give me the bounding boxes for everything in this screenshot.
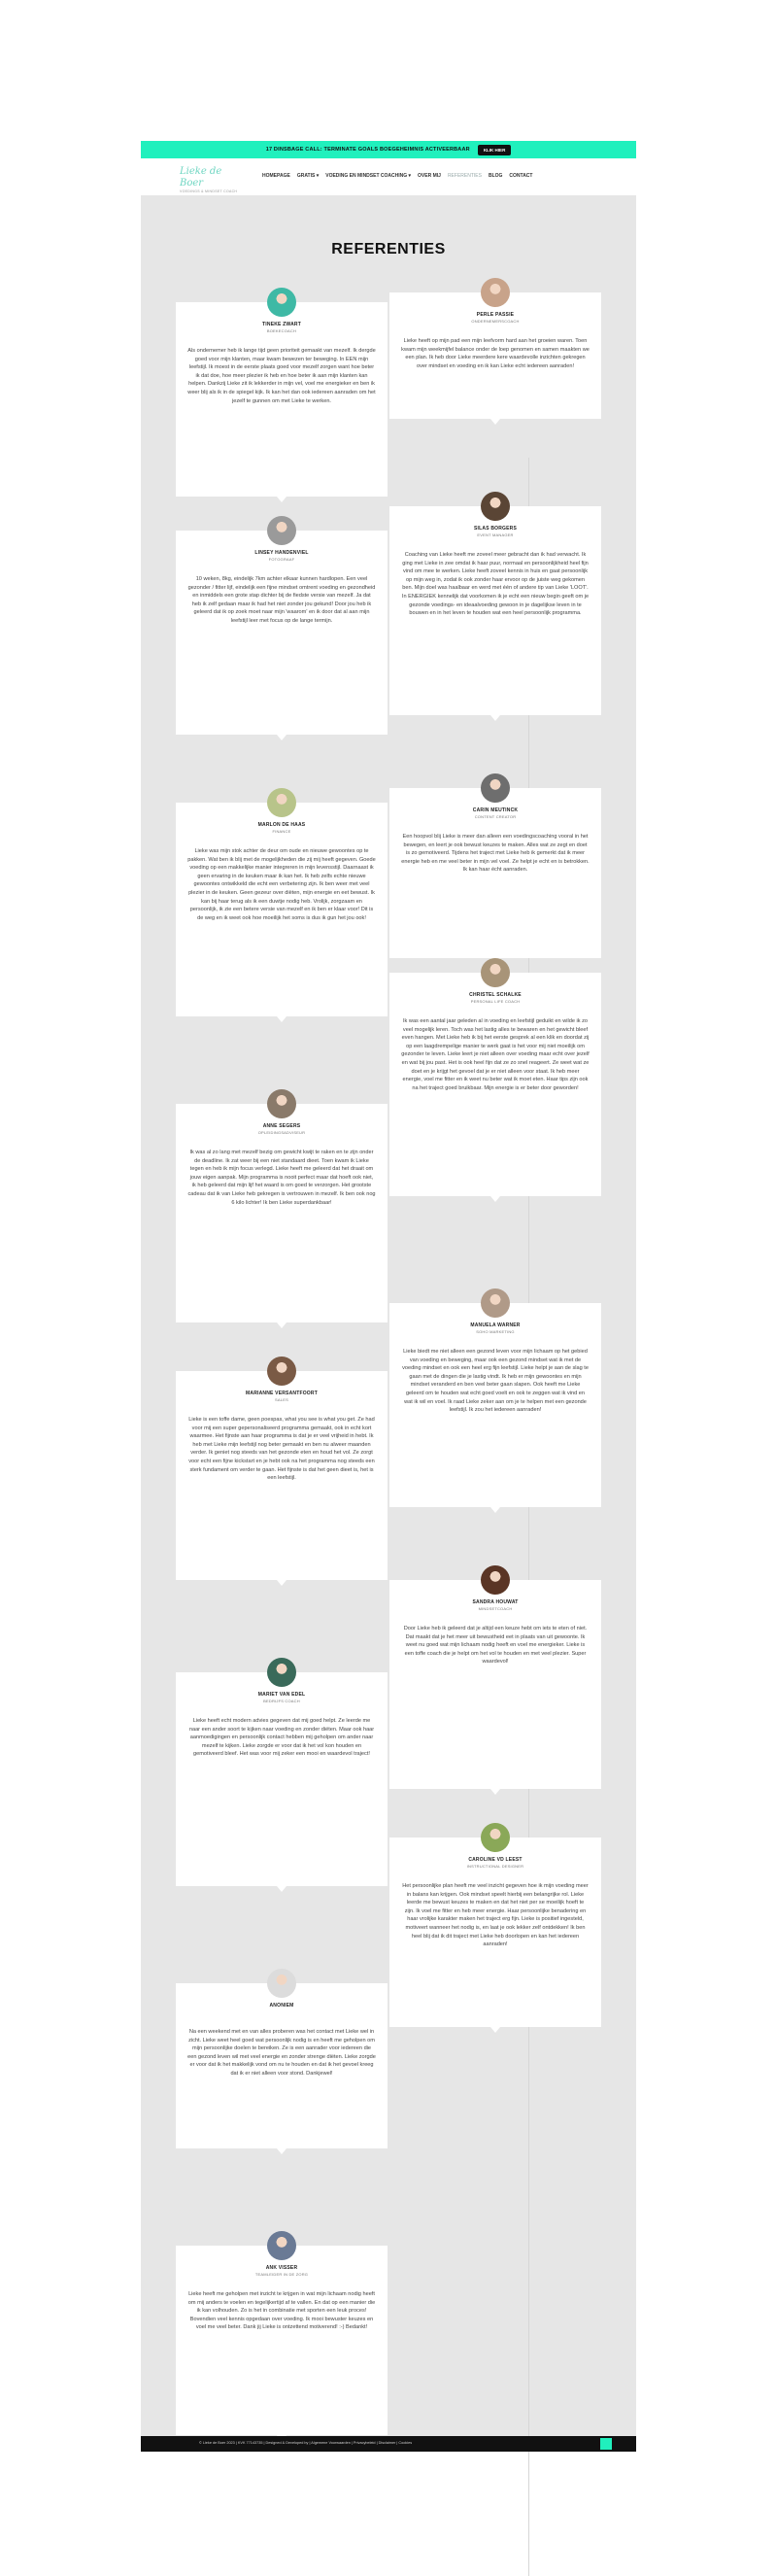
main-content — [141, 195, 636, 2436]
testimonial-card — [176, 2246, 388, 2435]
timeline-divider — [528, 458, 529, 2576]
testimonial-card — [176, 1672, 388, 1886]
nav-item-coaching[interactable]: VOEDING EN MINDSET COACHING ▾ — [325, 173, 412, 179]
testimonial-role: SALES — [275, 1397, 288, 1402]
testimonial-quote: Lieke biedt me niet alleen een gezond leven voor mijn lichaam op het gebied van voeding en beweging, maar ook een gezond mindset wat ik met de voeding mindset en ook een heel erg fijn leefstijl. Lieke helpt je aan de slag te gaan met de dingen die je lastig vindt. Ik heb er mijn gewoontes en mijn mindset veranderd en ben veel beter gaan slapen. Ook heeft me Lieke geleerd om te houden wat echt goed voelt en ook te zeggen wat ik vind en wat ik wil en voel. Ik raad Lieke zeker aan om je te helpen met een gezonde leefstijl. Ik zou het iedereen aanraden! — [402, 1349, 589, 1414]
testimonial-card — [389, 1838, 601, 2027]
site-logo[interactable] — [180, 166, 238, 193]
avatar — [267, 516, 296, 545]
testimonial-name: ANNE SEGERS — [262, 1123, 301, 1129]
avatar — [481, 278, 510, 307]
testimonial-name: PERLE PASSIE — [476, 312, 515, 318]
nav-item-blog[interactable]: BLOG — [488, 173, 503, 179]
avatar — [481, 1288, 510, 1318]
testimonial-card — [176, 1983, 388, 2148]
testimonial-card — [176, 1104, 388, 1322]
testimonial-name: MARIET VAN EDEL — [257, 1692, 306, 1698]
nav-item-over-mij[interactable]: OVER MIJ — [418, 173, 441, 179]
nav-item-gratis[interactable]: GRATIS ▾ — [296, 173, 320, 179]
banner-button[interactable]: KLIK HIER — [478, 145, 512, 155]
testimonial-name: CAROLINE VD LEEST — [468, 1857, 523, 1863]
testimonial-quote: Lieke heeft me geholpen met inzicht te krijgen in wat mijn lichaam nodig heeft om mij anders te voelen en tegelijkertijd af te vallen. En dat op een manier die ik kan volhouden. Zo is het in combinatie met sporten een leuk proces! Bovendien veel kennis opgedaan over voeding. Ik mooi bewuster keuzes en voel me veel beter. Dank jij Lieke is ontzettend motiverend! :-) Bedankt! — [187, 2291, 376, 2331]
testimonial-card — [389, 1303, 601, 1507]
avatar — [267, 1089, 296, 1118]
testimonial-card — [176, 302, 388, 497]
testimonial-role: PERSONAL LIFE COACH — [470, 999, 521, 1004]
nav-item-homepage[interactable]: HOMEPAGE — [262, 173, 290, 179]
logo-script: Lieke de Boer — [180, 166, 222, 189]
avatar — [267, 1969, 296, 1998]
site-header — [141, 158, 636, 196]
nav-item-referenties[interactable]: REFERENTIES — [447, 173, 482, 179]
testimonial-card — [389, 292, 601, 419]
avatar — [481, 1565, 510, 1595]
avatar — [267, 1658, 296, 1687]
testimonial-role: MINDSETCOACH — [478, 1606, 513, 1611]
testimonial-quote: Het persoonlijke plan heeft me veel inzicht gegeven hoe ik mijn voeding meer in balans kan krijgen. Ook mindset speelt hierbij een belangrijke rol. Lieke leerde me bewust keuzes te maken en dat het niet per se moeilijk hoeft te zijn. Ik voel me fitter en heb meer energie. Haar persoonlijke benadering en haar vrolijke karakter maken het traject erg fijn. Lieke is positief ingesteld, motiveert wanneer het nodig is, en laat je ook lekker zelf ontdekken! Ik ben heel blij dat ik dit traject met Lieke heb doorlopen en kan het iedereen aanraden! — [402, 1883, 589, 1948]
testimonial-role: SOHO MARKETING — [476, 1329, 515, 1334]
testimonial-name: MARIANNE VERSANTFOORT — [246, 1391, 318, 1396]
nav-item-contact[interactable]: CONTACT — [509, 173, 533, 179]
testimonial-name: CHRISTEL SCHALKE — [469, 992, 522, 998]
testimonial-name: TINEKE ZWART — [262, 322, 301, 327]
testimonial-quote: Coaching van Lieke heeft me zoveel meer gebracht dan ik had verwacht. Ik ging met Lieke in zee omdat ik haar puur, normaal en persoonlijkheid heel fijn vind om mee te werken. Lieke heeft zoveel kennis in huis en gaat persoonlijk op mijn weg in, zodat ik ook zonder haar ervoor op de juiste weg gekomen ben. Mijn doel was haalbaar en werd met één of andere tip van Lieke 'LOOT'. In ENERGIEK kennelijk dat voorkomen ik je echt een nieuw begin geeft om je gezonde voedings- en ideaalvoeding gewoon in je dagelijkse leven in te bouwen en in het leven te houden wat een heel persoonlijk programma. — [401, 552, 590, 617]
testimonial-card — [389, 788, 601, 958]
testimonial-quote: Ik was al zo lang met mezelf bezig om gewicht kwijt te raken en te zijn onder de deadline. Ik zat weer bij een niet standaard dieet. Toen kwam ik Lieke tegen en heb ik mijn focus verlegd. Lieke heeft me geleerd dat het draait om jouw eigen aanpak. Mijn programma is nooit perfect maar dat hoeft ook niet, ik heb geleerd dat mijn lijf het waard is om goed te verzorgen. Het grootste cadeau dat ik van Lieke heb gekregen is vertrouwen in mezelf. Ik ben ook nog 6 kilo lichter! Ik ben Lieke superdankbaar! — [187, 1150, 376, 1206]
footer-text: © Lieke de Boer 2023 | KVK 77143735 | Designed & Developed by | Algemene Voorwaarden | Privacybeleid | Disclaimer | Cookies — [199, 2441, 413, 2445]
avatar — [481, 958, 510, 987]
site-footer — [141, 2436, 636, 2452]
avatar — [267, 288, 296, 317]
testimonial-role: OPLEIDINGSADVISEUR — [257, 1130, 306, 1135]
testimonial-quote: Lieke is een toffe dame, geen poespas, what you see is what you get. Ze had voor mij een super gepersonaliseerd programma gemaakt, ook in echt kort waarmee. Het fijnste aan haar programma is dat je er veel vrijheid in hebt. Ik heb met Lieke mijn leefstijl nog beter gemaakt en ben nu alweer maanden verder. Ik geniet nog steeds van het gezonde eten en houd het vol. Ze zorgt voor echt een fijne kickstart en je hebt ook na het programma nog steeds een sterk fundament om verder te gaan. Het fijnste is dat het geen dieet is, het is een leefstijl. — [188, 1417, 375, 1482]
testimonial-card — [176, 1371, 388, 1580]
testimonial-card — [176, 803, 388, 1016]
testimonial-name: ANONIEM — [269, 2003, 294, 2009]
avatar — [481, 1823, 510, 1852]
logo-tagline: VOEDINGS & MINDSET COACH — [180, 189, 238, 193]
testimonial-role: EVENT MANAGER — [477, 532, 514, 537]
announcement-banner — [141, 141, 636, 158]
page-title: REFERENTIES — [331, 241, 446, 258]
testimonial-name: LINSEY HANDENVIEL — [254, 550, 309, 556]
testimonial-card — [389, 973, 601, 1196]
testimonial-name: SANDRA HOUWAT — [472, 1599, 519, 1605]
testimonial-quote: Een hoopvol blij Lieke is meer dan alleen een voedingscoaching vooral in het bewegen, en leert je ook bewust keuzes te maken. Alles wat ze zegt en doet is zo gemotiveerd. Tijdens het traject met Lieke heb ik gemerkt dat ik meer energie heb en me veel beter in mijn vel voel. Ze helpt je echt en is betrokken. Ik kan haar écht aanraden. — [401, 834, 590, 874]
testimonial-role: ONDERNEMERSCOACH — [471, 319, 520, 324]
scroll-top-button[interactable] — [600, 2438, 612, 2450]
testimonial-name: ANK VISSER — [265, 2265, 298, 2271]
avatar — [267, 1357, 296, 1386]
testimonial-name: CARIN MEUTINCK — [472, 807, 519, 813]
testimonial-card — [389, 1580, 601, 1789]
testimonial-quote: Ik was een aantal jaar geleden al in voeding en leefstijl geduikt en wilde ik zo veel mogelijk leren. Toch was het lastig alles te bewaren en het gewicht bleef even hangen. Met Lieke heb ik bij het eerste gesprek al een klik en doordat zij op een laagdrempelige manier te werk gaat is het voor mij niet moeilijk om gezonder te leven. Lieke leert je niet alleen over voeding maar echt over jezelf en wat bij jou past. Het is ook heel fijn dat ze zo snel reageert. Ze weet wat ze doet en je krijgt het gevoel dat je er niet alleen voor staat. Ik heb meer energie, voel me fitter en ik weet nu beter wat ik moet eten. Haar tips zijn ook na het traject goed bruikbaar. Mijn energie is er beter door geworden! — [401, 1018, 590, 1091]
testimonial-quote: Na een weekend met en van alles proberen was het contact met Lieke wel in zicht. Lieke weet heel goed wat persoonlijk nodig is en heeft me geholpen om mijn persoonlijke doelen te bereiken. Ze is een aanrader voor iedereen die een gezond leven wil met veel energie en zonder strenge diëten. Lieke zorgde er voor dat ik het makkelijk vond om nu te houden en dat ik het gevoel kreeg dat ik er niet alleen voor stond. Dankjewel! — [187, 2029, 376, 2077]
testimonial-quote: Door Lieke heb ik geleerd dat je altijd een keuze hebt om iets te eten of niet. Dat maakt dat je het meer uit bewustheid eet in plaats van uit gewoonte. Ik weet nu goed wat mijn lichaam nodig heeft en voel me energieker. Lieke is een toffe coach die je helpt om het vol te houden en met veel plezier. Super waardevol! — [403, 1626, 588, 1666]
avatar — [481, 492, 510, 521]
testimonial-card — [389, 506, 601, 715]
testimonial-name: MANUELA WARNER — [470, 1322, 521, 1328]
testimonial-quote: Lieke heeft echt modern advies gegeven dat mij goed helpt. Ze leerde me naar een ander soort te kijken naar voeding en zonder diëten. Maar ook haar aanmoedigingen en persoonlijk contact hebben mij geholpen om ander naar mezelf te kijken. Lieke zorgde er voor dat ik het vol kon houden en gemotiveerd bleef. Het was voor mij zeker een mooi en waardevol traject! — [188, 1718, 375, 1758]
avatar — [267, 2231, 296, 2260]
testimonial-role: TEAMLEIDER IN DE ZORG — [254, 2272, 309, 2277]
main-nav — [262, 173, 532, 179]
banner-text: 17 DINSBAGE CALL: TERMINATE GOALS BOEGEHEIMNIS ACTIVEERBAAR — [265, 147, 470, 153]
avatar — [267, 788, 296, 817]
testimonial-quote: Als ondernemer heb ik lange tijd geen prioriteit gemaakt van mezelf. Ik dergde goed voor mijn klanten, maar kwam bewezen ter beweging. In EEN mijn leefstijl. Ik moest in de eerste plaats goed voor mezelf zorgen want hoe beter ik dat doe, hoe meer plezier ik heb en hoe beter ik aan mijn klanten kan helpen. Dankzij Lieke zit ik lekkerder in mijn vel, voel me energieker en ben ik weer blij als ik in de spiegel kijk. Ik kan het dan ook iedereen aanraden om het jezelf te gunnen om met Lieke te werken. — [187, 348, 376, 404]
testimonial-name: SILAS BORGERS — [474, 526, 517, 532]
testimonial-role: CONTENT CREATOR — [474, 814, 517, 819]
testimonial-role: INSTRUCTIONAL DESIGNER — [466, 1864, 524, 1869]
testimonial-role: FOTOGRAAF — [268, 557, 295, 562]
testimonial-quote: 10 weken, 8kg, eindelijk 7km achter elkaar kunnen hardlopen. Een veel gezonder / fitter lijf, eindelijk een fijne mindset omtrent voeding en gezondheid en inmiddels een grote stap dichter bij de fiedste versie van mezelf. Ja dat heb ik zelf gedaan maar ik had het niet zonder jou gekund! Door jou heb ik geleerd dat ik op zoek moet naar mijn 'waarom' en ik door dat al aan mijn leefstijl leer met focus op de lange termijn. — [187, 576, 376, 624]
testimonial-role: BOEKECOACH — [266, 328, 297, 333]
testimonial-role: FINANCE — [272, 829, 291, 834]
avatar — [481, 773, 510, 803]
testimonial-quote: Lieke heeft op mijn pad een mijn leefvorm hard aan het groeien waren. Toen kwam mijn weekmijfel balance onder de loep genomen en samen maakten we een plan. Ik heb door Lieke meerdere kere waardevolle inzichten gekregen over mindset en voeding en ik kan Lieke echt iedereen aanraden! — [401, 338, 590, 369]
testimonial-name: MARLON DE HAAS — [257, 822, 306, 828]
testimonial-role: BEDRIJFS COACH — [263, 1699, 300, 1703]
testimonial-card — [176, 531, 388, 735]
testimonial-quote: Lieke was mijn stok achter de deur om oude en nieuwe gewoontes op te pakken. Wat ben ik blij met de mogelijkheden die zij mij heeft gegeven. Goede voeding op een makkelijke manier integreren in mijn levensstijl. Daarnaast ik geen ervaring in de keuken maar ik kan het. Ik heb zelfs echte nieuwe gewoontes ontwikkeld die echt een verbetering zijn. Ik ben weer met veel plezier in de keuken. Geen gezeur over diëten, mijn energie en eet bewust. Ik kan bij haar terug als ik een duwtje nodig heb. Vrolijk, zorgzaam en persoonlijk, ik zie een betere versie van mezelf en ik ben er klaar voor! Dit is de weg en ik weet ook hoe moeilijk het soms is dus ik gun het jou ook! — [187, 848, 376, 921]
